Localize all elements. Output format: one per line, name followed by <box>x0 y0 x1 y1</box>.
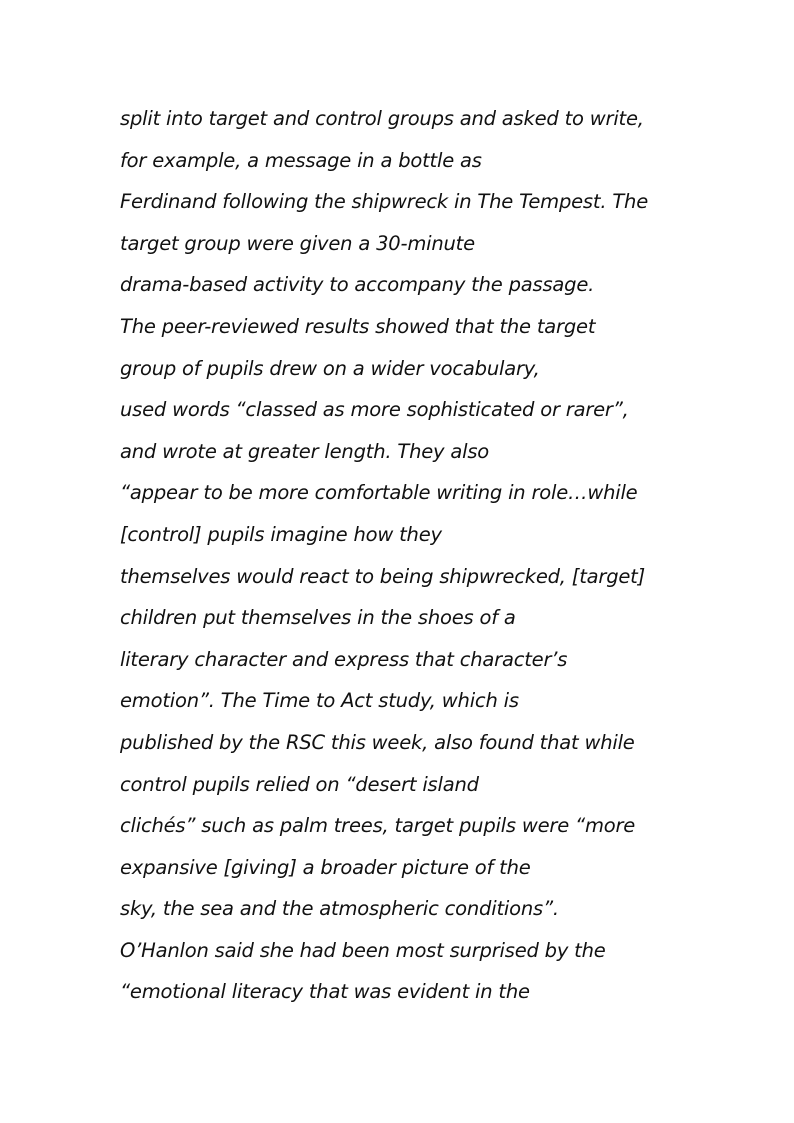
text-line: group of pupils drew on a wider vocabulary, <box>120 356 540 380</box>
text-line: used words “classed as more sophisticated or rarer”, <box>120 398 629 422</box>
text-line: [control] pupils imagine how they <box>120 522 442 546</box>
text-line: O’Hanlon said she had been most surprised by the <box>120 938 606 962</box>
text-line: published by the RSC this week, also found that while <box>120 730 635 754</box>
text-line: target group were given a 30-minute <box>120 231 475 255</box>
text-line: for example, a message in a bottle as <box>120 148 482 172</box>
text-line: sky, the sea and the atmospheric conditions”. <box>120 897 559 921</box>
text-line: The peer-reviewed results showed that the target <box>120 314 596 338</box>
text-line: split into target and control groups and asked to write, <box>120 107 644 130</box>
text-line: clichés” such as palm trees, target pupils were “more <box>120 814 636 838</box>
text-line: “appear to be more comfortable writing in role…while <box>120 481 638 505</box>
body-text <box>120 98 720 1013</box>
text-line: themselves would react to being shipwrecked, [target] <box>120 564 646 588</box>
text-line: emotion”. The Time to Act study, which is <box>120 689 519 713</box>
text-line: control pupils relied on “desert island <box>120 772 479 796</box>
text-line: expansive [giving] a broader picture of the <box>120 855 531 879</box>
text-line: “emotional literacy that was evident in the <box>120 980 530 1004</box>
text-line: children put themselves in the shoes of a <box>120 606 516 630</box>
text-line: Ferdinand following the shipwreck in The Tempest. The <box>120 190 649 214</box>
text-line: literary character and express that character’s <box>120 647 568 671</box>
text-line: drama-based activity to accompany the passage. <box>120 273 595 297</box>
text-line: and wrote at greater length. They also <box>120 439 490 463</box>
